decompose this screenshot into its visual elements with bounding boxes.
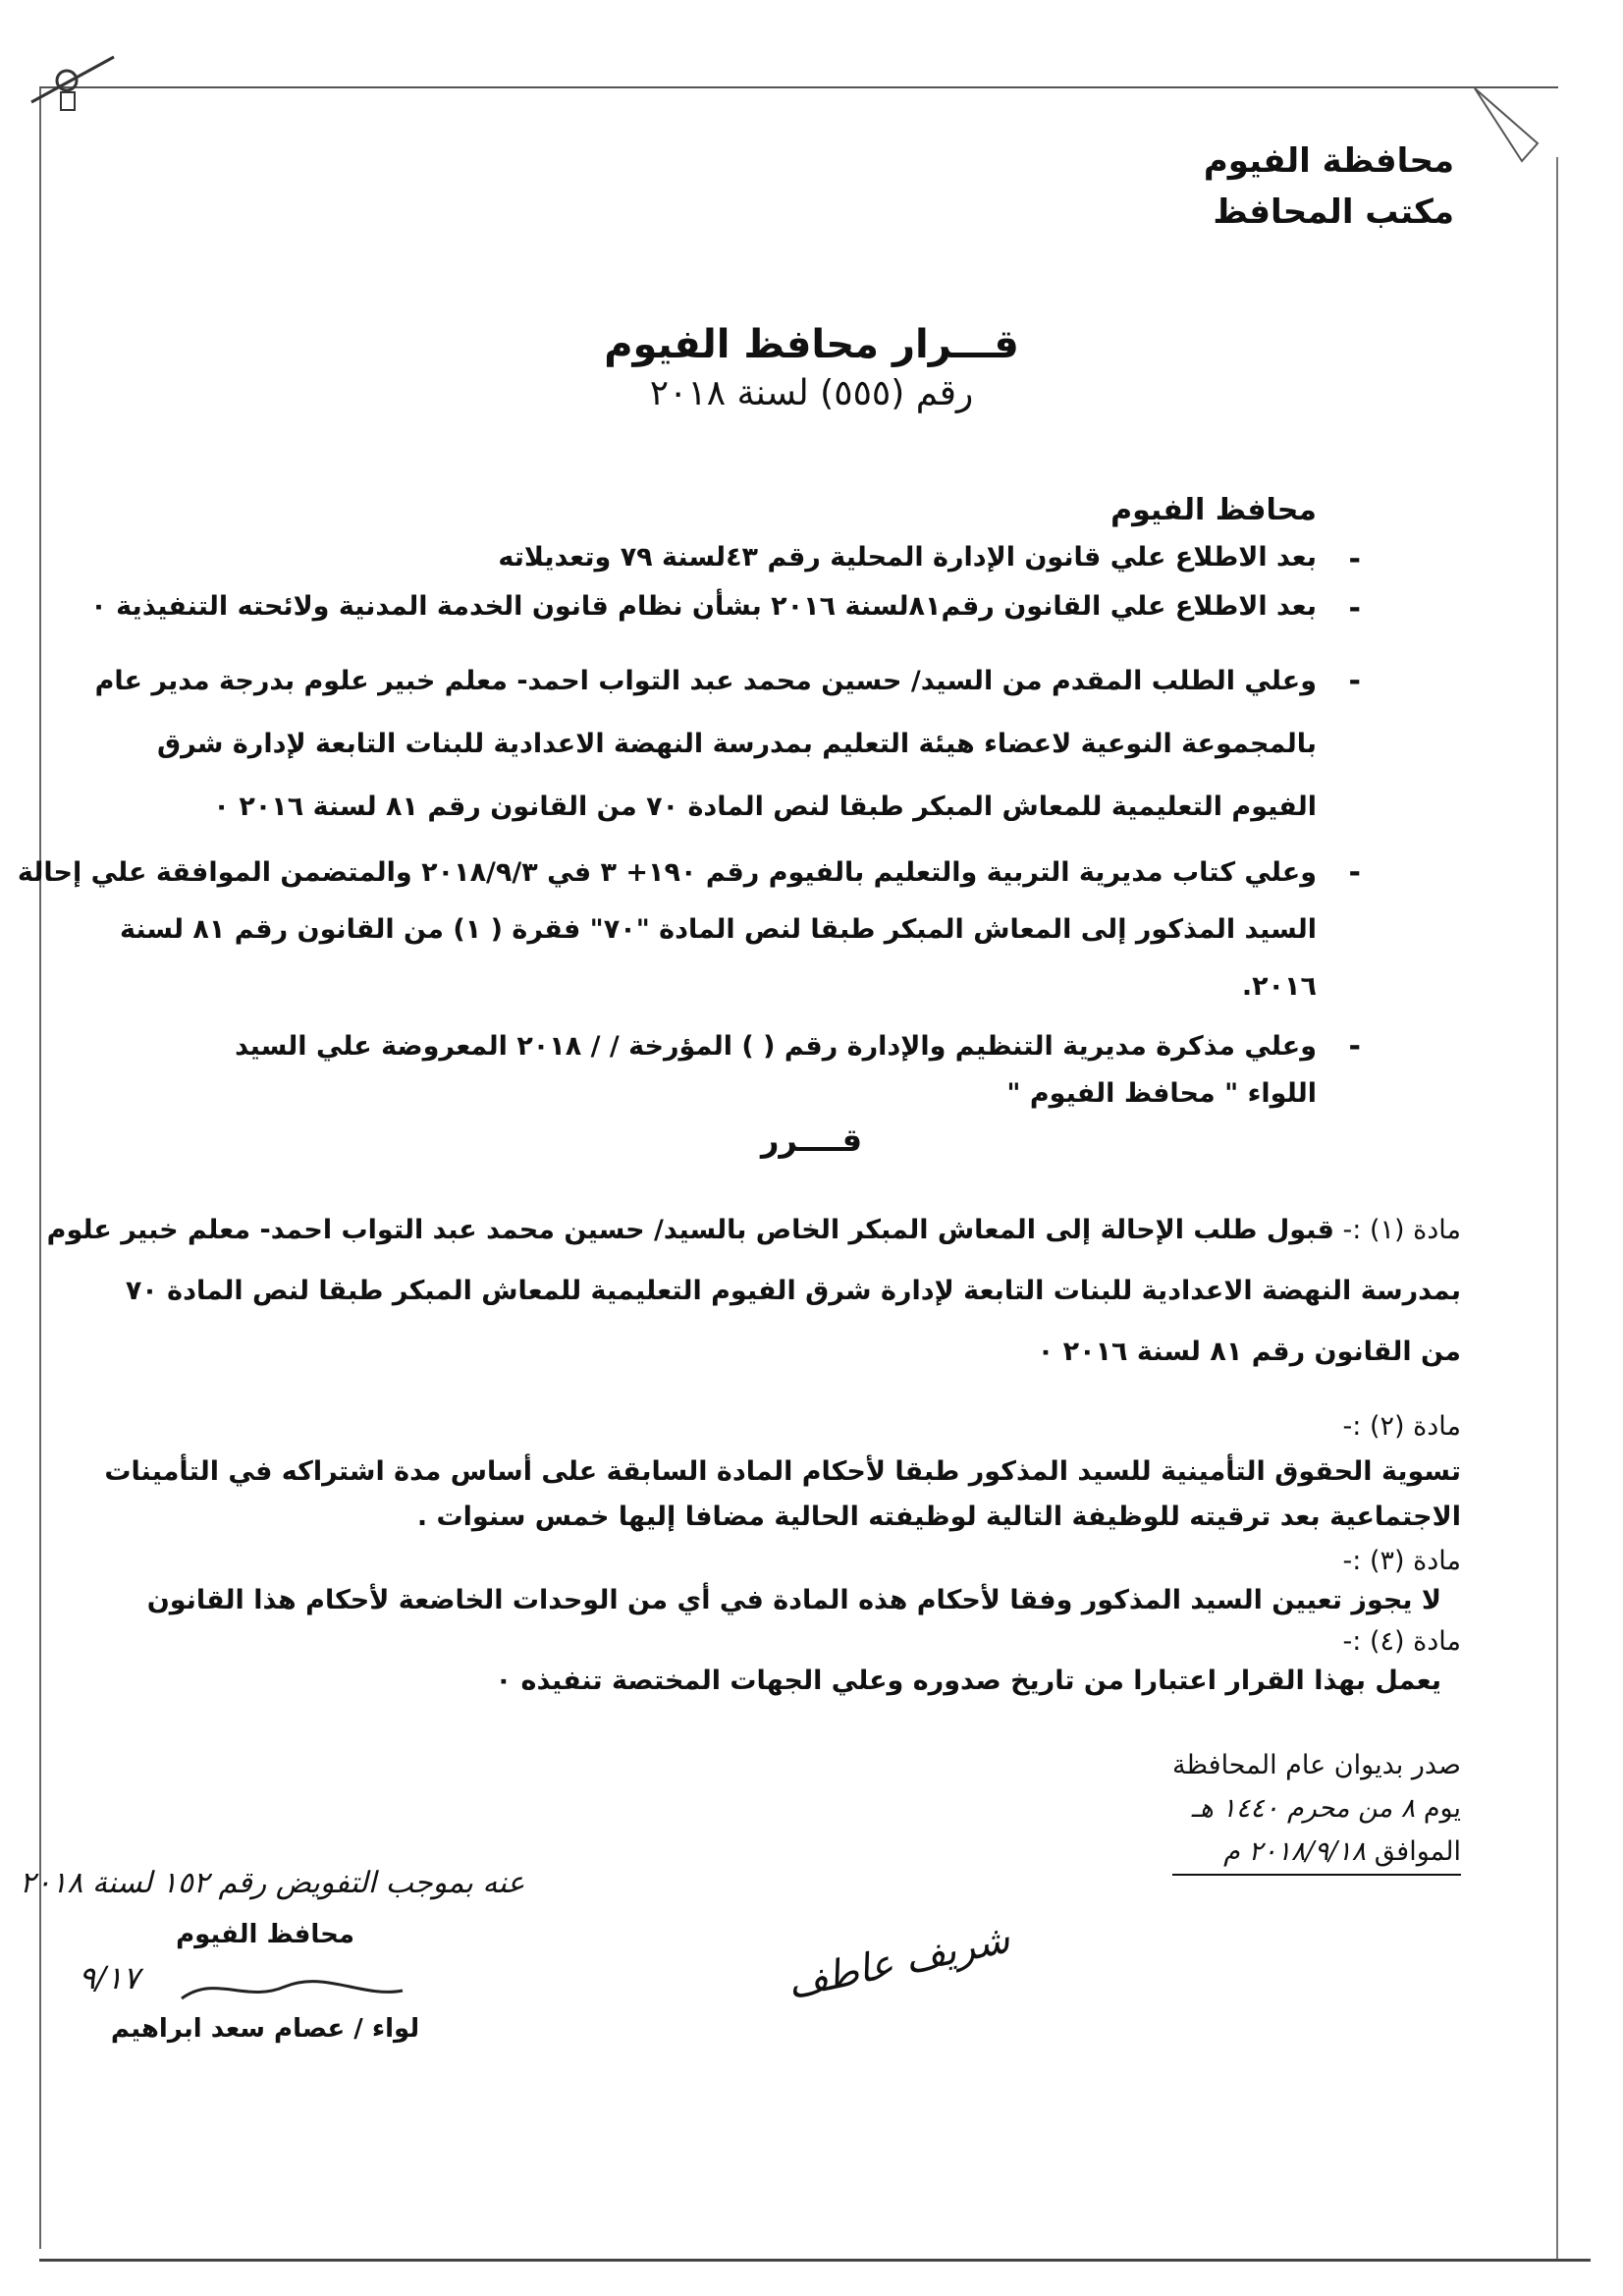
pushpin-icon <box>27 51 121 120</box>
article-label: مادة (٣) :- <box>1342 1546 1461 1576</box>
decree-title: قـــرار محافظ الفيوم <box>604 322 1019 367</box>
decision-heading: قــــرر <box>760 1121 863 1159</box>
initials-date: ٩/١٧ <box>79 1959 140 1996</box>
preamble-line: ٢٠١٦. <box>1241 971 1317 1002</box>
article-text: بمدرسة النهضة الاعدادية للبنات التابعة لإدارة شرق الفيوم التعليمية للمعاش المبكر طبقا لنص المادة ٧٠ <box>125 1276 1461 1306</box>
bullet-dash: - <box>1348 591 1361 626</box>
preamble-governor: محافظ الفيوم <box>1110 493 1317 527</box>
article-2 <box>104 1404 1461 1540</box>
signature-scribble-icon <box>177 1969 412 2008</box>
article-4 <box>155 1622 1461 1701</box>
gregorian-date-value: ٢٠١٨/٩/١٨ م <box>1223 1836 1367 1867</box>
preamble-item <box>109 1023 1361 1118</box>
folded-corner-icon <box>1473 84 1542 163</box>
second-signature: شريف عاطف <box>783 1916 1014 2008</box>
bullet-dash: - <box>1348 1029 1361 1064</box>
preamble-line: بعد الاطلاع علي قانون الإدارة المحلية رقم ٤٣لسنة ٧٩ وتعديلاته <box>498 542 1317 573</box>
preamble-item <box>109 542 1361 576</box>
article-label: مادة (٢) :- <box>1342 1411 1461 1442</box>
bullet-dash: - <box>1348 855 1361 890</box>
article-label: مادة (٤) :- <box>1342 1626 1461 1657</box>
article-text: من القانون رقم ٨١ لسنة ٢٠١٦ ٠ <box>1037 1337 1461 1367</box>
preamble-line: الفيوم التعليمية للمعاش المبكر طبقا لنص المادة ٧٠ من القانون رقم ٨١ لسنة ٢٠١٦ ٠ <box>213 792 1317 822</box>
article-label: مادة (١) :- <box>1342 1215 1461 1245</box>
article-text: لا يجوز تعيين السيد المذكور وفقا لأحكام هذه المادة في أي من الوحدات الخاضعة لأحكام هذا القانون <box>146 1585 1441 1615</box>
article-1 <box>46 1200 1461 1383</box>
governorate-name: محافظة الفيوم <box>1203 141 1454 181</box>
preamble-line: وعلي كتاب مديرية التربية والتعليم بالفيوم رقم ١٩٠+ ٣ في ٢٠١٨/٩/٣ والمتضمن الموافقة علي إحالة <box>17 857 1317 888</box>
gregorian-date-label: الموافق <box>1374 1836 1461 1867</box>
preamble-line: بعد الاطلاع علي القانون رقم٨١لسنة ٢٠١٦ بشأن نظام قانون الخدمة المدنية ولائحته التنفيذية ٠ <box>90 591 1317 622</box>
preamble-line: وعلي مذكرة مديرية التنظيم والإدارة رقم ( ) المؤرخة / / ٢٠١٨ المعروضة علي السيد <box>235 1031 1317 1062</box>
signatory-name: لواء / عصام سعد ابراهيم <box>110 2014 420 2044</box>
preamble-line: السيد المذكور إلى المعاش المبكر طبقا لنص المادة "٧٠" فقرة ( ١) من القانون رقم ٨١ لسنة <box>119 914 1317 945</box>
preamble-line: وعلي الطلب المقدم من السيد/ حسين محمد عبد التواب احمد- معلم خبير علوم بدرجة مدير عام <box>94 666 1317 696</box>
sheet-bottom-edge <box>39 2259 1591 2262</box>
issuance-block <box>1172 1744 1461 1876</box>
bullet-dash: - <box>1348 542 1361 576</box>
article-text: تسوية الحقوق التأمينية للسيد المذكور طبقا لأحكام المادة السابقة على أساس مدة اشتراكه في التأمينات <box>104 1456 1461 1487</box>
article-3 <box>146 1542 1461 1620</box>
preamble-item <box>90 591 1361 626</box>
signatory-title: محافظ الفيوم <box>176 1920 354 1949</box>
article-text: قبول طلب الإحالة إلى المعاش المبكر الخاص بالسيد/ حسين محمد عبد التواب احمد- معلم خبير علوم <box>46 1215 1334 1245</box>
preamble-item <box>17 845 1361 1015</box>
sheet-right-edge <box>1556 157 1558 2259</box>
office-name: مكتب المحافظ <box>1213 192 1454 232</box>
article-text: الاجتماعية بعد ترقيته للوظيفة التالية لوظيفته الحالية مضافا إليها خمس سنوات . <box>416 1502 1461 1532</box>
signature-block <box>79 1920 452 2044</box>
decree-number: رقم (٥٥٥) لسنة ٢٠١٨ <box>649 373 974 413</box>
preamble-line: بالمجموعة النوعية لاعضاء هيئة التعليم بمدرسة النهضة الاعدادية للبنات التابعة لإدارة شرق <box>156 729 1317 759</box>
delegation-handwritten-note: عنه بموجب التفويض رقم ١٥٢ لسنة ٢٠١٨ <box>20 1866 525 1900</box>
hijri-date-value: ٨ من محرم ١٤٤٠ هـ <box>1191 1793 1416 1824</box>
preamble-item <box>94 650 1361 839</box>
article-text: يعمل بهذا القرار اعتبارا من تاريخ صدوره وعلي الجهات المختصة تنفيذه ٠ <box>495 1666 1441 1696</box>
issuing-office-header <box>1204 136 1454 238</box>
hijri-date-label: يوم <box>1423 1793 1461 1824</box>
preamble-line: اللواء " محافظ الفيوم " <box>1006 1078 1317 1109</box>
issued-at: صدر بديوان عام المحافظة <box>1172 1750 1461 1780</box>
bullet-dash: - <box>1348 664 1361 698</box>
